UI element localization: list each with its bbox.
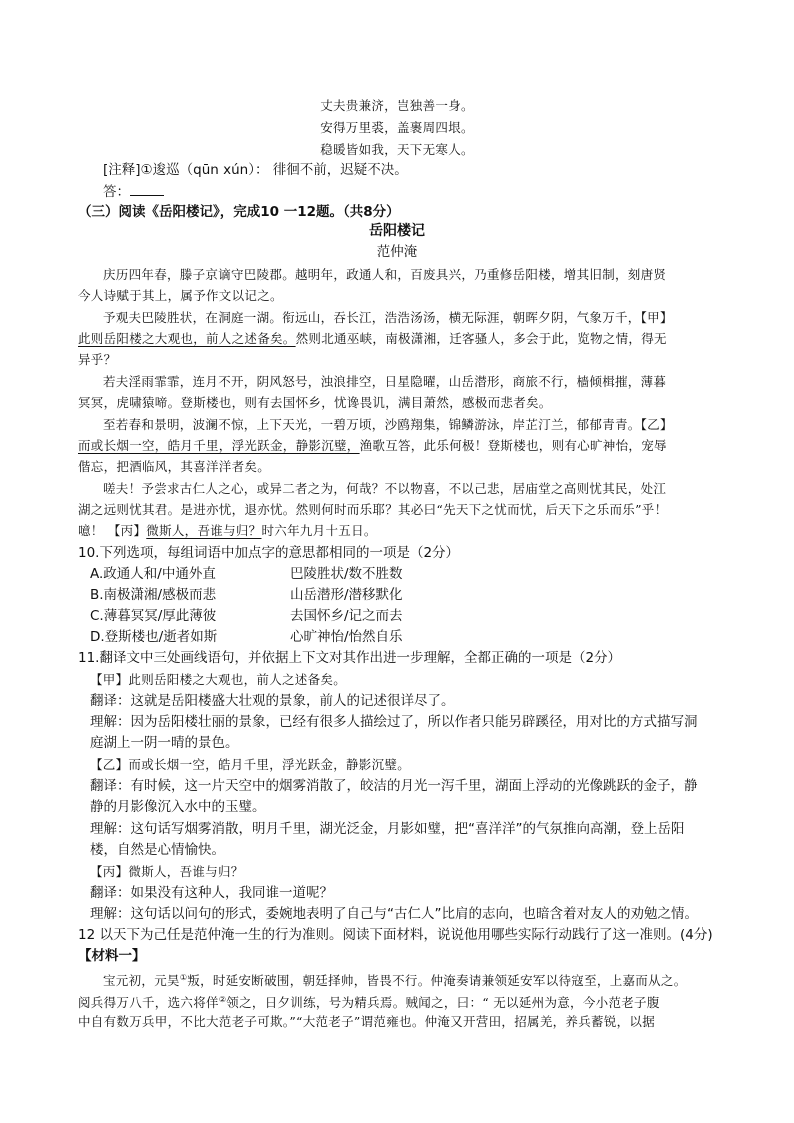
answer-line: [103, 181, 164, 202]
question-11-jia-understanding: 理解：因为岳阳楼壮丽的景象，已经有很多人描绘过了，所以作者只能另辟蹊径，用对比的方式描写洞: [90, 714, 698, 730]
underlined-sentence-jia: 此则岳阳楼之大观也，前人之述备矣。: [78, 331, 296, 346]
essay-line: 偕忘，把酒临风，其喜洋洋者矣。: [78, 459, 271, 474]
footnote-mark: ①: [179, 973, 188, 982]
essay-line: [78, 329, 667, 349]
question-11-jia-understanding: 庭湖上一阴一晴的景色。: [90, 735, 239, 751]
question-11-jia-translation: 翻译：这就是岳阳楼盛大壮观的景象，前人的记述很详尽了。: [90, 693, 455, 709]
question-11-yi-understanding: 理解：这句话写烟雾消散，明月千里，湖光泛金，月影如璧，把“喜洋洋”的气氛推向高潮，登上岳阳: [90, 821, 685, 837]
question-11-yi-translation: 翻译：有时候，这一片天空中的烟雾消散了，皎洁的月光一泻千里，湖面上浮动的光像跳跃的金子，静: [90, 778, 698, 794]
underlined-sentence-yi: 而或长烟一空，皓月千里，浮光跃金，静影沉璧，: [78, 438, 360, 453]
material-line: 中自有数万兵甲，不比大范老子可欺。”“大范老子”谓范雍也。仲淹又开营田，招属羌，养兵蓄锐，以据: [78, 1014, 656, 1029]
question-11-bing-translation: 翻译：如果没有这种人，我同谁一道呢？: [90, 885, 333, 901]
material-line: 宝元初，元昊①叛，时延安断破围，朝廷择帅，皆畏不行。仲淹奏请兼领延安军以待寇至，上嘉而从之。: [103, 973, 687, 989]
question-10-option-a[interactable]: A.政通人和/中通外直 巴陵胜状/数不胜数: [90, 566, 403, 582]
essay-line: [78, 436, 667, 456]
question-10-option-d[interactable]: D.登斯楼也/逝者如斯 心旷神怡/怡然自乐: [90, 629, 403, 645]
section-heading: （三）阅读《岳阳楼记》，完成10 一12题。（共8分）: [78, 204, 400, 220]
underlined-sentence-bing: 微斯人，吾谁与归？: [146, 523, 262, 538]
poem-line: 丈夫贵兼济，岂独善一身。: [320, 98, 474, 113]
essay-line: 予观夫巴陵胜状，在洞庭一湖。衔远山，吞长江，浩浩汤汤，横无际涯，朝晖夕阴，气象万千，【甲】: [103, 310, 673, 325]
essay-line: 嗟夫！予尝求古仁人之心，或异二者之为，何哉？不以物喜，不以己悲，居庙堂之高则忧其民，处江: [103, 481, 667, 496]
essay-line: 冥冥，虎啸猿啼。登斯楼也，则有去国怀乡，忧谗畏讥，满目萧然，感极而悲者矣。: [78, 395, 552, 410]
question-10-option-c[interactable]: C.薄暮冥冥/厚此薄彼 去国怀乡/记之而去: [90, 608, 403, 624]
material-line: 阅兵得万八千，选六将佯②领之，日夕训练，号为精兵焉。贼闻之，曰：“ 无以延州为意，今小范老子腹: [78, 995, 660, 1011]
essay-text: 时六年九月十五日。: [261, 523, 377, 538]
question-11-stem: 11.翻译文中三处画线语句，并依据上下文对其作出进一步理解，全都正确的一项是（2分）: [78, 650, 622, 666]
question-11-yi: 【乙】而或长烟一空，皓月千里，浮光跃金，静影沉璧。: [90, 757, 411, 772]
question-10-stem: 10.下列选项，每组词语中加点字的意思都相同的一项是（2分）: [78, 545, 460, 561]
essay-line: [78, 521, 377, 541]
essay-text: 然则北通巫峡，南极潇湘，迁客骚人，多会于此，览物之情，得无: [295, 331, 667, 346]
material-1-label: 【材料一】: [78, 948, 146, 964]
essay-author: 范仲淹: [376, 244, 418, 260]
answer-blank[interactable]: [130, 181, 164, 196]
question-11-jia: 【甲】此则岳阳楼之大观也，前人之述备矣。: [90, 672, 347, 687]
poem-line: 稳暖皆如我，天下无寒人。: [320, 142, 474, 157]
answer-label: 答：: [103, 184, 130, 200]
question-12-stem: 12 以天下为己任是范仲淹一生的行为准则。阅读下面材料，说说他用哪些实际行动践行了这一准则。(4分): [78, 927, 713, 943]
essay-text: 渔歌互答，此乐何极！登斯楼也，则有心旷神怡，宠辱: [359, 438, 667, 453]
essay-line: 若夫淫雨霏霏，连月不开，阴风怒号，浊浪排空，日星隐曜，山岳潜形，商旅不行，樯倾楫摧，薄暮: [103, 374, 667, 389]
essay-line: 至若春和景明，波澜不惊，上下天光，一碧万顷，沙鸥翔集，锦鳞游泳，岸芷汀兰，郁郁青青。【乙】: [103, 417, 673, 432]
question-11-yi-translation: 静的月影像沉入水中的玉璧。: [90, 799, 266, 815]
essay-line: 异乎？: [78, 352, 117, 367]
question-11-bing-understanding: 理解：这句话以问句的形式，委婉地表明了自己与“古仁人”比肩的志向，也暗含着对友人的劝勉之情。: [90, 906, 698, 922]
question-11-bing: 【丙】微斯人，吾谁与归？: [90, 864, 244, 879]
question-10-option-b[interactable]: B.南极潇湘/感极而悲 山岳潜形/潜移默化: [90, 587, 403, 603]
question-11-yi-understanding: 楼，自然是心情愉快。: [90, 842, 225, 858]
essay-line: 湖之远则忧其君。是进亦忧，退亦忧。然则何时而乐耶？其必曰“先天下之忧而忧，后天下之乐而乐”乎！: [78, 502, 668, 517]
poem-note: [注释]①逡巡（qūn xún）： 徘徊不前，迟疑不决。: [103, 162, 408, 178]
essay-line: 庆历四年春，滕子京谪守巴陵郡。越明年，政通人和，百废具兴，乃重修岳阳楼，增其旧制，刻唐贤: [103, 267, 667, 282]
poem-line: 安得万里裘，盖裹周四垠。: [320, 120, 474, 135]
essay-line: 今人诗赋于其上，属予作文以记之。: [78, 288, 283, 303]
essay-text: 噫！ 【丙】: [78, 523, 147, 538]
essay-title: 岳阳楼记: [369, 223, 425, 239]
footnote-mark: ②: [218, 995, 227, 1004]
